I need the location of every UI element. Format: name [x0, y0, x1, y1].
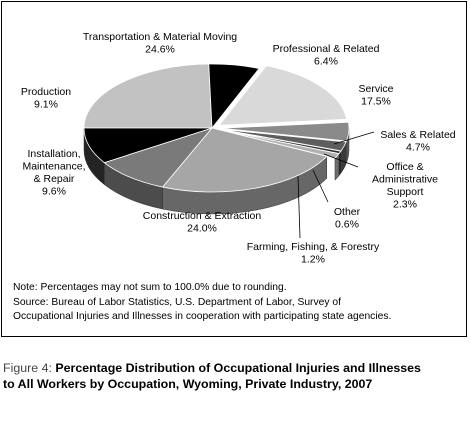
slice-label-line: 17.5%	[361, 95, 391, 108]
slice-label-line: 0.6%	[335, 218, 359, 231]
slice-label-line: Sales & Related	[380, 129, 456, 141]
slice-label-line: Construction & Extraction	[142, 210, 262, 222]
slice-label-line: 9.1%	[34, 98, 58, 111]
caption-line-2: to All Workers by Occupation, Wyoming, Private Industry, 2007	[3, 377, 373, 391]
note-rounding: Note: Percentages may not sum to 100.0% due to rounding.	[13, 282, 287, 293]
note-source-line-2: Occupational Injuries and Illnesses in cooperation with participating state agencies.	[13, 311, 392, 322]
slice-label-line: Installation,	[27, 148, 81, 160]
slice-label-line: Production	[20, 86, 72, 98]
slice-transportation-material-moving	[84, 64, 212, 128]
slice-label-line: 24.0%	[187, 222, 217, 235]
slice-label-professional-related	[273, 43, 380, 68]
slice-label-line: Office &	[386, 161, 424, 173]
chart-note	[13, 281, 463, 325]
slice-label-line: Farming, Fishing, & Forestry	[246, 241, 380, 253]
slice-label-line: 4.7%	[406, 141, 430, 154]
pie-chart	[2, 2, 468, 282]
slice-label-line: 9.6%	[42, 185, 66, 198]
figure-number: Figure 4:	[3, 361, 56, 375]
slice-label-line: 24.6%	[145, 43, 175, 56]
figure-caption	[3, 360, 467, 392]
caption-line-1: Percentage Distribution of Occupational Injuries and Illnesses	[55, 361, 421, 375]
slice-label-line: Administrative	[372, 173, 438, 186]
slice-label-office-administrative-support	[372, 161, 438, 211]
slice-side-other	[339, 151, 341, 175]
slice-label-line: Maintenance,	[22, 160, 86, 173]
slice-label-line: Service	[358, 83, 394, 95]
slice-label-farming-fishing-forestry	[247, 241, 380, 266]
slice-label-line: 6.4%	[314, 55, 338, 68]
slice-label-line: 1.2%	[301, 253, 325, 266]
chart-panel	[1, 1, 467, 337]
slice-label-line: & Repair	[33, 173, 75, 185]
slice-label-line: Professional & Related	[272, 43, 380, 55]
slice-label-sales-related	[380, 129, 455, 154]
slice-label-transportation-material-moving	[83, 31, 237, 56]
slice-label-line: Transportation & Material Moving	[82, 31, 238, 43]
slice-label-construction-extraction	[143, 210, 262, 235]
slice-label-installation-maintenance-repair	[22, 148, 85, 198]
slice-label-line: Other	[333, 206, 361, 218]
slice-label-production	[21, 86, 71, 111]
slice-label-other	[334, 206, 361, 231]
slice-label-line: 2.3%	[393, 198, 417, 211]
note-source-line-1: Source: Bureau of Labor Statistics, U.S. Department of Labor, Survey of	[13, 296, 341, 308]
slice-label-line: Support	[386, 186, 424, 198]
slice-label-service	[358, 83, 393, 108]
